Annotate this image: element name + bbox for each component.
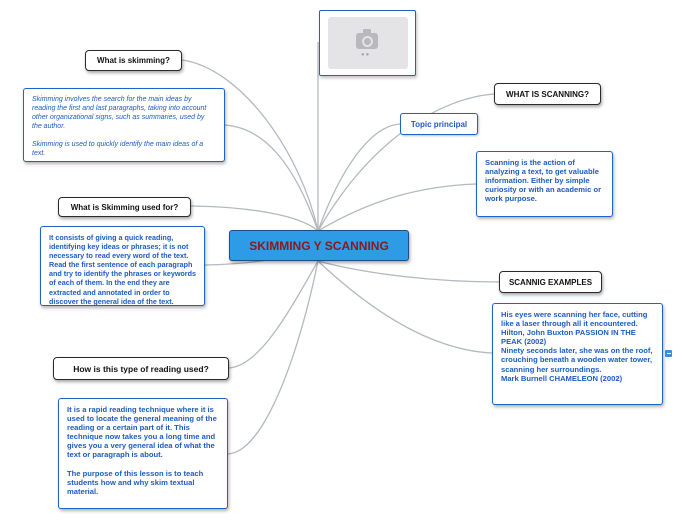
link-reading-note: [228, 261, 318, 454]
image-node[interactable]: [319, 10, 416, 76]
link-scanning-note: [318, 184, 476, 231]
reading-technique-note[interactable]: It is a rapid reading technique where it is used to locate the general meaning of the reading or a certain part of it. This technique now takes you a long time and gives you a very general idea of what the text or paragraph is about. The purpose of this lesson is to teach students how and why skim textual material.: [58, 398, 228, 509]
what-is-skimming-node[interactable]: [85, 50, 182, 71]
image-placeholder: [328, 17, 408, 69]
what-is-skimming-label: What is skimming?: [97, 56, 170, 65]
skimming-used-for-node[interactable]: [58, 197, 191, 217]
skimming-used-for-label: What is Skimming used for?: [70, 202, 179, 212]
link-skimming-note: [225, 125, 318, 231]
reading-used-node[interactable]: [53, 357, 229, 380]
skimming-definition-note[interactable]: Skimming involves the search for the main ideas by reading the first and last paragraphs, taking into account other organizational signs, such as summaries, used by the author. Skimming is used to quickly identify the main ideas of a text.: [23, 88, 225, 162]
link-reading-used: [229, 261, 318, 368]
link-examples: [318, 261, 499, 282]
scanning-examples-node[interactable]: [499, 271, 602, 293]
reading-used-label: How is this type of reading used?: [73, 363, 209, 374]
scanning-examples-note[interactable]: His eyes were scanning her face, cutting like a laser through all it encountered. Hilton, John Buxton PASSION IN THE PEAK (2002) Ninety seconds later, she was on the roof, crouching beneath a wooden water tower, scanning her surroundings. Mark Burnell CHAMELEON (2002): [492, 303, 663, 405]
link-examples-note: [318, 261, 492, 353]
topic-principal-label: Topic principal: [410, 119, 468, 129]
what-is-scanning-node[interactable]: [494, 83, 601, 105]
scanning-examples-label: SCANNIG EXAMPLES: [508, 277, 593, 287]
camera-icon: [356, 33, 378, 49]
link-skimming-used-for: [191, 206, 318, 231]
scanning-definition-note[interactable]: Scanning is the action of analyzing a text, to get valuable information. Either by simple curiosity or with an academic or work purpose.: [476, 151, 613, 217]
what-is-scanning-label: WHAT IS SCANNING?: [506, 89, 589, 99]
pagination-dots: ●●: [361, 52, 371, 58]
note-icon[interactable]: [665, 350, 672, 357]
central-topic[interactable]: [229, 230, 409, 261]
topic-principal-node[interactable]: [400, 113, 478, 135]
central-topic-label: SKIMMING Y SCANNING: [249, 238, 389, 253]
skimming-usage-note[interactable]: It consists of giving a quick reading, identifying key ideas or phrases; it is not necessary to read every word of the text. Read the first sentence of each paragraph and try to identify the phrases or keywords of each of them. In the end they are extracted and annotated in order to discover the general idea of the text.: [40, 226, 205, 306]
link-topic: [318, 124, 400, 231]
